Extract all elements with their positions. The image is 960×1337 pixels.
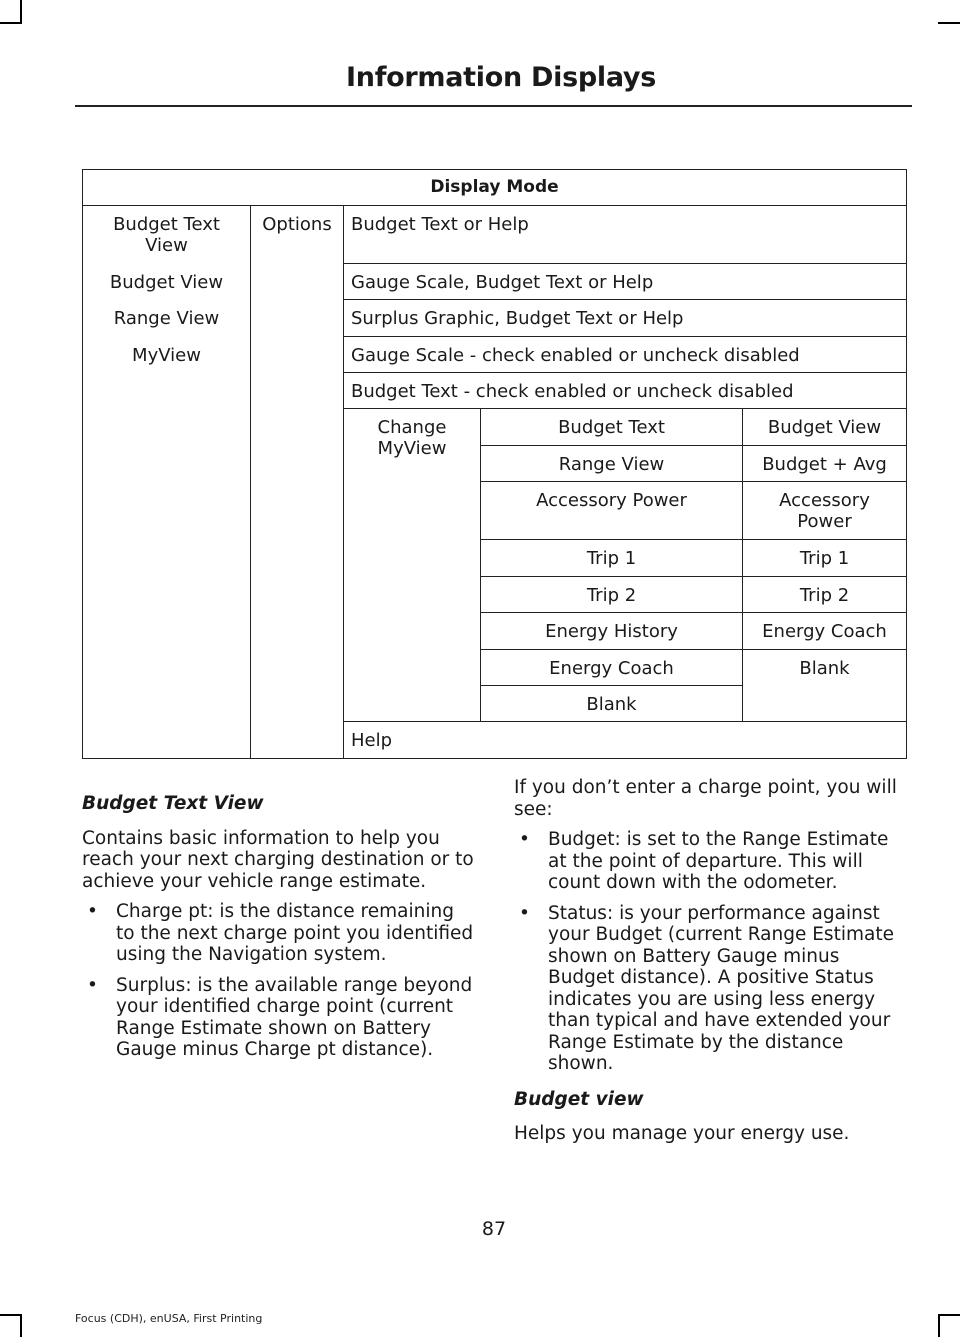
paragraph: Helps you manage your energy use. bbox=[514, 1123, 850, 1144]
bullet-text: Charge pt: is the distance remaining to the next charge point you identified using the Navigation system. bbox=[116, 901, 474, 965]
table-row: Budget Text - check enabled or uncheck disabled bbox=[344, 373, 907, 409]
right-column bbox=[514, 777, 906, 1145]
list-item bbox=[82, 975, 474, 1061]
table-row: Surplus Graphic, Budget Text or Help bbox=[344, 300, 907, 337]
bullet-text: Budget: is set to the Range Estimate at the point of departure. This will count down with the odometer. bbox=[548, 829, 889, 893]
mode-range-view: Range View bbox=[83, 300, 251, 337]
table-row: Gauge Scale - check enabled or uncheck disabled bbox=[344, 337, 907, 373]
page-title: Information Displays bbox=[346, 62, 656, 93]
footer-text: Focus (CDH), enUSA, First Printing bbox=[75, 1312, 263, 1325]
mode-budget-text-view: Budget Text View bbox=[83, 206, 251, 264]
table-cell: Energy History bbox=[481, 613, 743, 650]
list-item bbox=[514, 903, 906, 1075]
table-cell: Trip 2 bbox=[743, 577, 907, 613]
table-cell: Accessory Power bbox=[743, 482, 907, 540]
table-cell: Trip 1 bbox=[481, 540, 743, 577]
table-row: Gauge Scale, Budget Text or Help bbox=[344, 264, 907, 300]
crop-mark bbox=[0, 22, 22, 24]
table-cell: Trip 2 bbox=[481, 577, 743, 613]
paragraph: If you don’t enter a charge point, you will see: bbox=[514, 777, 897, 820]
table-cell: Trip 1 bbox=[743, 540, 907, 577]
section-heading: Budget view bbox=[514, 1088, 644, 1110]
mode-myview: MyView bbox=[83, 337, 251, 759]
table-title: Display Mode bbox=[83, 170, 907, 206]
table-cell: Budget Text bbox=[481, 409, 743, 446]
list-item bbox=[514, 829, 906, 894]
mode-budget-view: Budget View bbox=[83, 264, 251, 300]
table-cell: Blank bbox=[743, 650, 907, 722]
table-cell: Energy Coach bbox=[743, 613, 907, 650]
options-label: Options bbox=[251, 206, 344, 759]
paragraph: Contains basic information to help you reach your next charging destination or to achieve your vehicle range estimate. bbox=[82, 827, 474, 892]
bullet-text: Surplus: is the available range beyond your identified charge point (current Range Estimate shown on Battery Gauge minus Charge pt distance). bbox=[116, 974, 473, 1060]
table-cell: Budget View bbox=[743, 409, 907, 446]
crop-mark bbox=[0, 1314, 22, 1316]
change-myview-label: Change MyView bbox=[344, 409, 481, 722]
crop-mark bbox=[20, 0, 22, 22]
bullet-glyph: • bbox=[87, 901, 98, 922]
bullet-glyph: • bbox=[519, 829, 530, 850]
table-cell: Range View bbox=[481, 446, 743, 482]
table-cell: Energy Coach bbox=[481, 650, 743, 686]
crop-mark bbox=[938, 1314, 960, 1316]
section-heading: Budget Text View bbox=[82, 793, 264, 814]
table-cell: Accessory Power bbox=[481, 482, 743, 540]
left-column bbox=[82, 793, 474, 1061]
bullet-text: Status: is your performance against your Budget (current Range Estimate shown on Battery Gauge minus Budget distance). A positive Status indicates you are using less energy than typical and have extended your Range Estimate by the distance shown. bbox=[548, 902, 894, 1074]
display-mode-table bbox=[82, 169, 907, 759]
page-number: 87 bbox=[481, 1218, 507, 1240]
list-item bbox=[82, 901, 474, 966]
table-row-help: Help bbox=[344, 722, 907, 759]
bullet-glyph: • bbox=[519, 902, 530, 924]
header-divider bbox=[75, 105, 912, 107]
bullet-glyph: • bbox=[87, 974, 98, 996]
table-cell: Budget + Avg bbox=[743, 446, 907, 482]
crop-mark bbox=[938, 1314, 940, 1337]
table-row: Budget Text or Help bbox=[344, 206, 907, 264]
crop-mark bbox=[20, 1314, 22, 1337]
table-cell: Blank bbox=[481, 686, 743, 722]
crop-mark bbox=[938, 22, 960, 24]
